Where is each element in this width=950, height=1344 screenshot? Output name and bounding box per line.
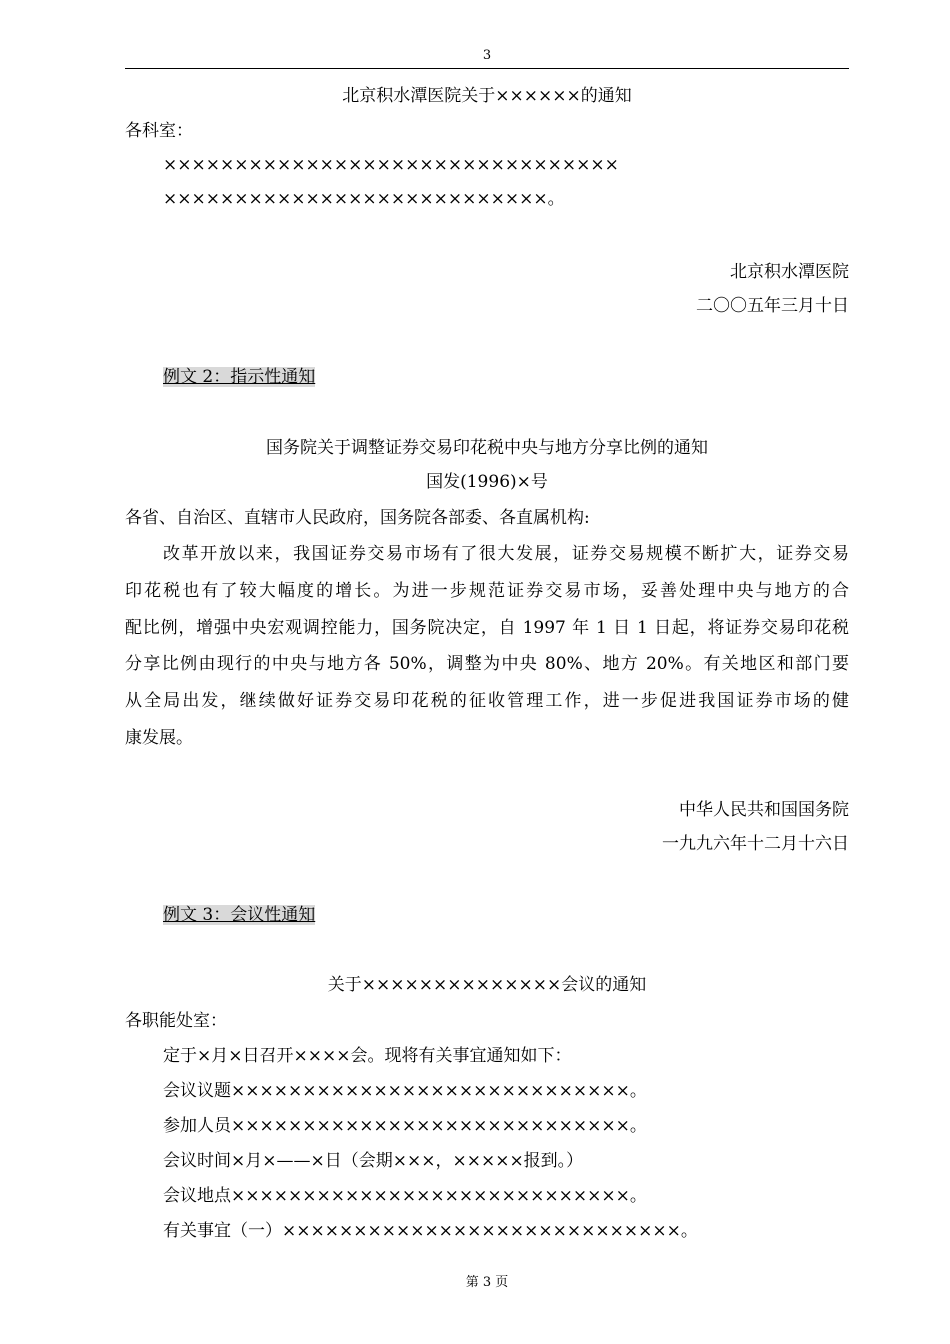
example3-item: 有关事宜（一）××××××××××××××××××××××××××××。 [163, 1221, 698, 1241]
example3-item: 会议地点××××××××××××××××××××××××××××。 [163, 1186, 647, 1206]
example3-caption [163, 904, 849, 926]
example2-body-line: 康发展。 [125, 728, 193, 748]
footer-page-label: 第 3 页 [465, 1275, 509, 1290]
example2-body-line: 改革开放以来，我国证券交易市场有了很大发展，证券交易规模不断扩大，证券交易 [163, 544, 849, 564]
example1-addressee: 各科室： [125, 121, 193, 141]
page-number: 3 [482, 48, 492, 63]
example1-sign-org: 北京积水潭医院 [730, 262, 849, 282]
example1-sign-date: 二〇〇五年三月十日 [696, 296, 849, 316]
example2-body-line: 配比例，增强中央宏观调控能力，国务院决定，自 1997 年 1 日 1 日起，将证券交易印花税 [125, 618, 849, 638]
example3-item: 会议议题××××××××××××××××××××××××××××。 [163, 1081, 647, 1101]
example2-caption [163, 366, 849, 388]
example2-title: 国务院关于调整证券交易印花税中央与地方分享比例的通知 [266, 438, 708, 458]
example2-addressee: 各省、自治区、直辖市人民政府，国务院各部委、各直属机构: [125, 508, 590, 528]
example1-body-line: ×××××××××××××××××××××××××××。 [163, 189, 565, 209]
example2-sign-org: 中华人民共和国国务院 [679, 800, 849, 820]
example2-sign-date: 一九九六年十二月十六日 [662, 834, 849, 854]
example3-caption-text: 例文 3：会议性通知 [163, 905, 316, 925]
example2-caption-text: 例文 2：指示性通知 [163, 367, 316, 387]
example2-body-line: 从全局出发，继续做好证券交易印花税的征收管理工作，进一步促进我国证券市场的健 [125, 691, 849, 711]
example3-item: 会议时间×月×——×日（会期×××，×××××报到。） [163, 1151, 584, 1171]
example1-body-line: ×××××××××××××××××××××××××××××××× [163, 155, 619, 175]
example3-title: 关于××××××××××××××会议的通知 [327, 975, 647, 995]
example3-item: 定于×月×日召开××××会。现将有关事宜通知如下： [163, 1046, 572, 1066]
example3-item: 参加人员××××××××××××××××××××××××××××。 [163, 1116, 647, 1136]
example2-body-line: 印花税也有了较大幅度的增长。为进一步规范证券交易市场，妥善处理中央与地方的合 [125, 581, 849, 601]
header-rule [125, 68, 849, 69]
example1-title: 北京积水潭医院关于××××××的通知 [342, 86, 632, 106]
example2-body-line: 分享比例由现行的中央与地方各 50%，调整为中央 80%、地方 20%。有关地区和部门要 [125, 654, 849, 674]
example2-doc-number: 国发(1996)×号 [426, 472, 548, 492]
example3-addressee: 各职能处室： [125, 1011, 227, 1031]
